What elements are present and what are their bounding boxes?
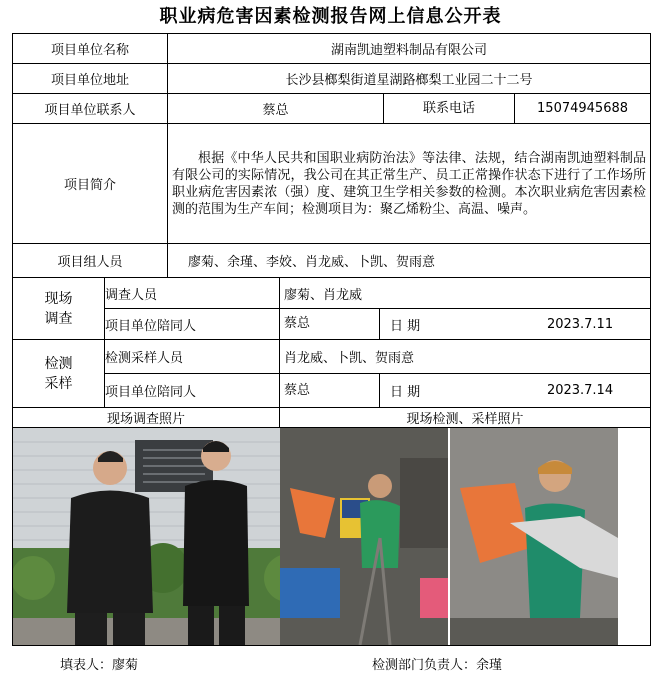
- sampling-photo: [280, 428, 618, 645]
- row-survey-investigator: [13, 278, 651, 309]
- department-leader: 检测部门负责人：余瑾: [372, 658, 503, 673]
- survey-date-value: 2023.7.11: [546, 316, 614, 332]
- row-photo-headers: [13, 408, 651, 428]
- row-unit-name: [13, 34, 651, 64]
- filler: 填表人：廖菊: [60, 658, 139, 673]
- contact-name: 蔡总: [168, 94, 384, 124]
- survey-escort-value: 蔡总: [280, 309, 380, 339]
- investigator-label: 调查人员: [105, 278, 280, 309]
- team-value: 廖菊、余瑾、李姣、肖龙威、卜凯、贺雨意: [168, 244, 651, 278]
- investigator-value: 廖菊、肖龙威: [280, 278, 651, 309]
- page-title: 职业病危害因素检测报告网上信息公开表: [159, 6, 502, 27]
- row-team: [13, 244, 651, 278]
- row-sampling-sampler: [13, 340, 651, 374]
- survey-photo-header: 现场调查照片: [13, 408, 280, 428]
- phone-value: 15074945688: [537, 101, 629, 116]
- survey-photo: [13, 428, 312, 645]
- sampling-escort-label: 项目单位陪同人: [105, 374, 280, 408]
- sampling-date-value: 2023.7.14: [546, 383, 614, 398]
- row-sampling-escort: [13, 374, 651, 408]
- row-survey-escort: [13, 309, 651, 340]
- unit-name-label: 项目单位名称: [13, 34, 168, 64]
- survey-label-text: 现场调查: [44, 290, 73, 327]
- sampling-label: [13, 340, 105, 408]
- survey-label: [13, 278, 105, 340]
- row-unit-address: [13, 64, 651, 94]
- sampler-label: 检测采样人员: [105, 340, 280, 374]
- sampling-label-text: 检测采样: [44, 355, 73, 392]
- intro-text: 根据《中华人民共和国职业病防治法》等法律、法规，结合湖南凯迪塑料制品有限公司的实际情况，我公司在其正常生产、员工正常操作状态下进行了工作场所职业病危害因素浓（强）度、建筑卫生学相关参数的检测。本次职业病危害因素检测的范围为生产车间；检测项目为：聚乙烯粉尘、高温、噪声。: [168, 124, 651, 244]
- sampling-photo-header: 现场检测、采样照片: [280, 408, 651, 428]
- sampling-date-label: 日 期: [390, 385, 421, 400]
- row-photos: [13, 428, 651, 646]
- row-intro: [13, 124, 651, 244]
- unit-address-label: 项目单位地址: [13, 64, 168, 94]
- sampler-value: 肖龙威、卜凯、贺雨意: [280, 340, 651, 374]
- contact-label: 项目单位联系人: [13, 94, 168, 124]
- sampling-escort-value: 蔡总: [280, 374, 380, 407]
- intro-label: 项目简介: [13, 124, 168, 244]
- survey-date-label: 日 期: [390, 318, 421, 334]
- team-label: 项目组人员: [13, 244, 168, 278]
- unit-address-value: 长沙县榔梨街道星湖路榔梨工业园二十二号: [168, 64, 651, 94]
- survey-escort-label: 项目单位陪同人: [105, 309, 280, 340]
- unit-name-value: 湖南凯迪塑料制品有限公司: [168, 34, 651, 64]
- row-contact: [13, 94, 651, 124]
- info-table: [12, 33, 651, 646]
- phone-label: 联系电话: [384, 94, 515, 123]
